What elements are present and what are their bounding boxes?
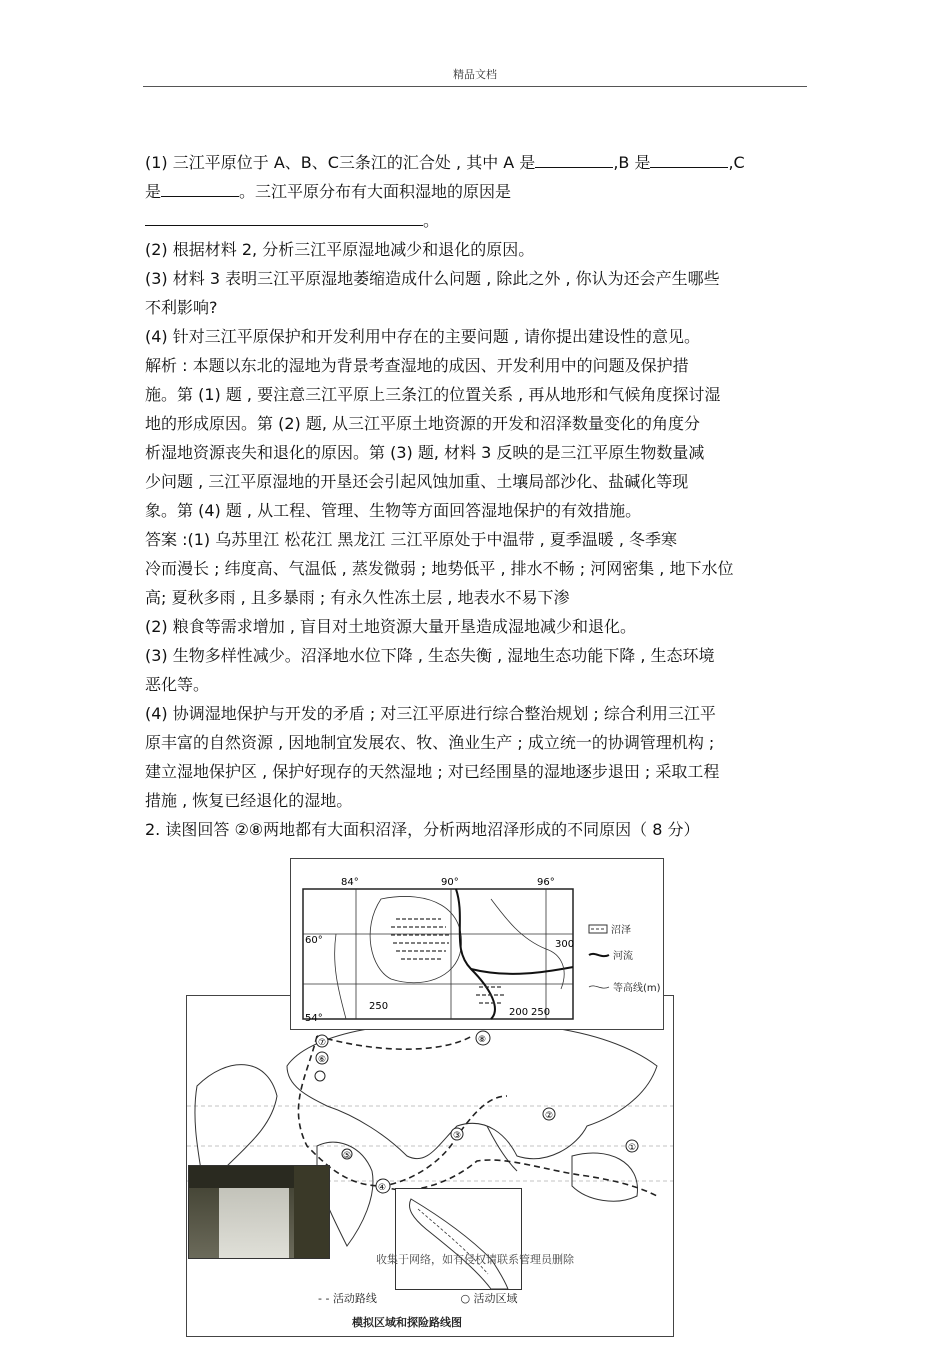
- answer-blank-reason: [145, 208, 423, 226]
- analysis-line-5: 少问题 , 三江平原湿地的开垦还会引起风蚀加重、土壤局部沙化、盐碱化等现: [145, 472, 689, 491]
- svg-text:⑧: ⑧: [478, 1035, 487, 1045]
- analysis-line-1: 解析 : 本题以东北的湿地为背景考查湿地的成因、开发利用中的问题及保护措: [145, 356, 689, 375]
- map-caption: 模拟区域和探险路线图: [352, 1316, 462, 1329]
- analysis-line-2: 施。第 (1) 题 , 要注意三江平原上三条江的位置关系 , 再从地形和气候角度探讨湿: [145, 385, 721, 404]
- svg-text:54°: 54°: [305, 1013, 323, 1024]
- answer-line-10: 措施 , 恢复已经退化的湿地。: [145, 791, 353, 810]
- svg-text:300: 300: [555, 939, 575, 950]
- inset-map-drawing: [291, 859, 663, 1029]
- answer-line-1: 答案 :(1) 乌苏里江 松花江 黑龙江 三江平原处于中温带 , 夏季温暖 , 冬季寒: [145, 530, 678, 549]
- svg-text:河流: 河流: [613, 951, 633, 962]
- analysis-line-6: 象。第 (4) 题 , 从工程、管理、生物等方面回答湿地保护的有效措施。: [145, 501, 642, 520]
- question-3-line-2: 不利影响?: [145, 298, 218, 317]
- answer-line-4: (2) 粮食等需求增加 , 盲目对土地资源大量开垦造成湿地减少和退化。: [145, 617, 637, 636]
- svg-text:③: ③: [453, 1131, 462, 1141]
- answer-blank-a: [535, 150, 613, 168]
- svg-text:200: 200: [509, 1007, 529, 1018]
- map-legend: [318, 1290, 598, 1306]
- answer-line-3: 高; 夏秋多雨 , 且多暴雨 ; 有永久性冻土层 , 地表水不易下渗: [145, 588, 570, 607]
- answer-blank-c: [161, 179, 239, 197]
- svg-text:250: 250: [531, 1007, 551, 1018]
- answer-line-6: 恶化等。: [145, 675, 210, 694]
- svg-text:⑤: ⑤: [343, 1151, 352, 1161]
- answer-blank-b: [650, 150, 728, 168]
- sumatra-inset: [395, 1188, 522, 1290]
- answer-line-2: 冷而漫长 ; 纬度高、气温低 , 蒸发微弱 ; 地势低平 , 排水不畅 ; 河网密集 , 地下水位: [145, 559, 734, 578]
- question-next: 2. 读图回答 ②⑧两地都有大面积沼泽，分析两地沼泽形成的不同原因（ 8 分）: [145, 820, 700, 839]
- svg-text:⑥: ⑥: [318, 1055, 327, 1065]
- svg-text:沼泽: 沼泽: [611, 925, 631, 936]
- question-text-block: [145, 148, 805, 844]
- inset-map-figure: [290, 858, 664, 1030]
- svg-text:①: ①: [628, 1143, 637, 1153]
- footer-note: 收集于网络，如有侵权请联系管理员删除: [376, 1253, 574, 1266]
- svg-text:⑦: ⑦: [318, 1038, 327, 1048]
- analysis-line-3: 地的形成原因。第 (2) 题, 从三江平原土地资源的开发和沼泽数量变化的角度分: [145, 414, 701, 433]
- answer-line-8: 原丰富的自然资源 , 因地制宜发展农、牧、渔业生产 ; 成立统一的协调管理机构 ;: [145, 733, 715, 752]
- question-1-line-3: 。: [145, 206, 805, 235]
- area-legend: ○ 活动区域: [460, 1292, 518, 1305]
- analysis-line-4: 析湿地资源丧失和退化的原因。第 (3) 题, 材料 3 反映的是三江平原生物数量减: [145, 443, 705, 462]
- svg-text:250: 250: [369, 1001, 389, 1012]
- svg-text:60°: 60°: [305, 935, 323, 946]
- answer-line-7: (4) 协调湿地保护与开发的矛盾 ; 对三江平原进行综合整治规划 ; 综合利用三江平: [145, 704, 716, 723]
- question-4: (4) 针对三江平原保护和开发利用中存在的主要问题 , 请你提出建设性的意见。: [145, 327, 701, 346]
- answer-line-5: (3) 生物多样性减少。沼泽地水位下降 , 生态失衡 , 湿地生态功能下降 , 生态环境: [145, 646, 715, 665]
- svg-text:④: ④: [378, 1183, 387, 1193]
- question-2: (2) 根据材料 2, 分析三江平原湿地减少和退化的原因。: [145, 240, 535, 259]
- question-3-line-1: (3) 材料 3 表明三江平原湿地萎缩造成什么问题 , 除此之外 , 你认为还会产生哪些: [145, 269, 720, 288]
- svg-text:84°: 84°: [341, 877, 359, 888]
- inset-legend: [589, 924, 661, 994]
- page-header-title: 精品文档: [453, 68, 497, 81]
- question-1-line-1: (1) 三江平原位于 A、B、C三条江的汇合处 , 其中 A 是 ,B 是 ,C: [145, 148, 805, 177]
- svg-text:等高线(m): 等高线(m): [613, 983, 661, 994]
- waterfall-photo: [188, 1165, 330, 1259]
- svg-text:90°: 90°: [441, 877, 459, 888]
- header-divider: [143, 86, 807, 87]
- question-1-line-2: 是 。三江平原分布有大面积湿地的原因是: [145, 177, 805, 206]
- svg-text:②: ②: [545, 1111, 554, 1121]
- svg-text:96°: 96°: [537, 877, 555, 888]
- route-legend: - - 活动路线: [318, 1292, 377, 1305]
- answer-line-9: 建立湿地保护区 , 保护好现存的天然湿地 ; 对已经围垦的湿地逐步退田 ; 采取工程: [145, 762, 720, 781]
